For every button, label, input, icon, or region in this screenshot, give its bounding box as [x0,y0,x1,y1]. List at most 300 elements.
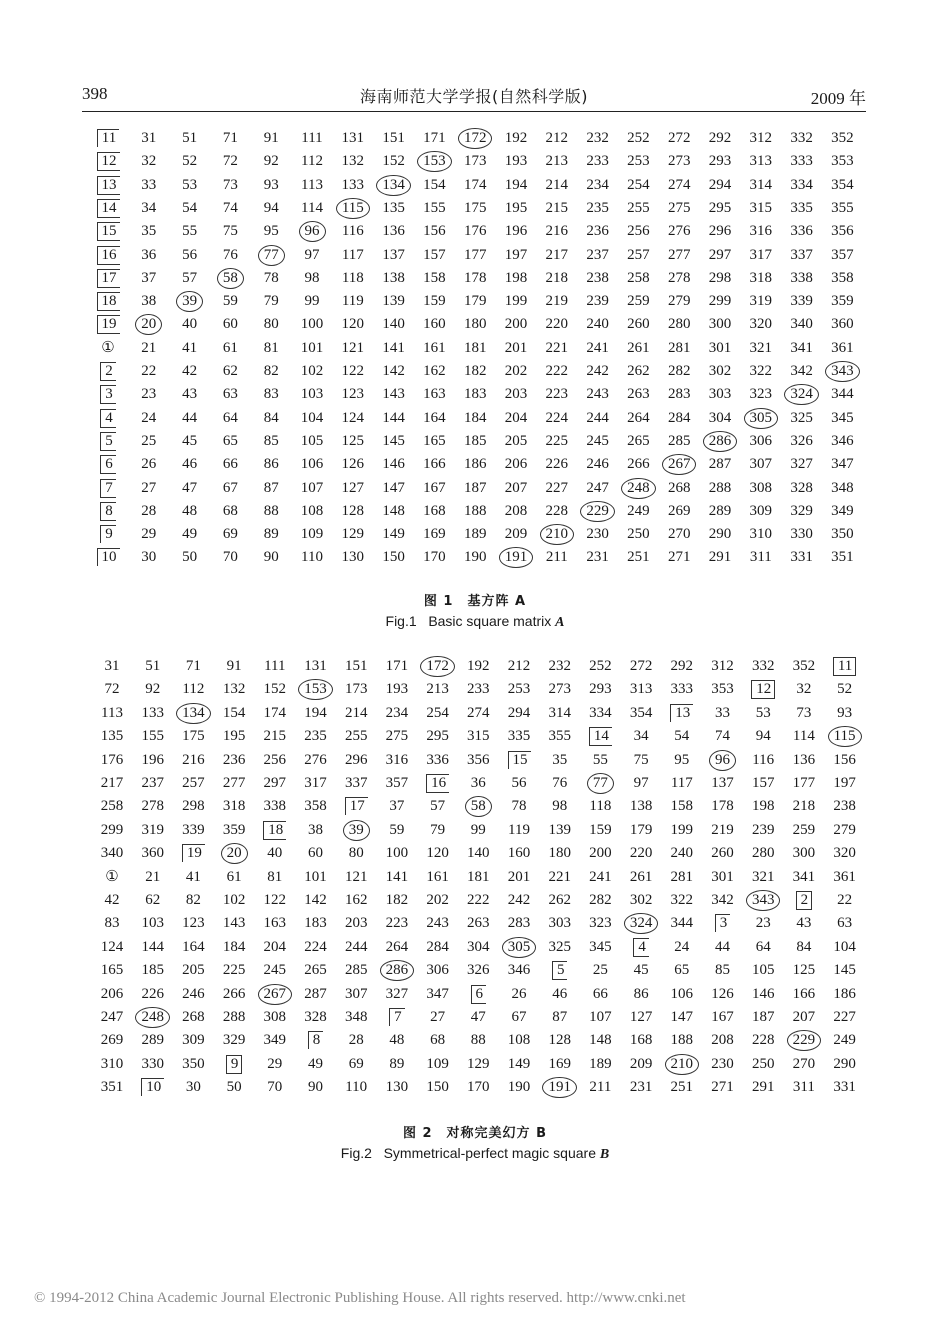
matrix-cell: 294 [507,704,531,721]
matrix-cell: 306 [426,962,449,979]
matrix-cell: 143 [222,915,246,932]
matrix-cell: 115 [331,197,375,219]
matrix-cell: 204 [504,409,528,426]
matrix-cell: 3 [86,383,130,405]
matrix-cell: 335 [790,199,813,216]
matrix-cell: 114 [792,728,815,745]
matrix-cell: 91 [263,130,279,146]
matrix-cell: 106 [300,456,324,473]
matrix-cell: 66 [592,985,608,1002]
matrix-cell: 36 [470,775,486,791]
matrix-cell: 136 [792,751,816,768]
matrix-cell: 96 [701,749,745,771]
matrix-cell: 222 [545,363,569,379]
matrix-cell: 269 [100,1032,124,1049]
matrix-cell: 123 [182,915,205,932]
matrix-cell: 294 [708,176,732,193]
matrix-cell: 34 [141,199,157,216]
matrix-cell: 278 [667,269,691,286]
matrix-cell: 111 [301,130,323,146]
matrix-cell: 78 [263,269,279,286]
matrix-cell: 319 [141,821,164,838]
matrix-cell: 129 [341,526,365,543]
matrix-cell: 29 [267,1055,283,1072]
matrix-cell: 226 [545,456,569,473]
matrix-cell: 157 [423,246,446,263]
matrix-cell: 207 [504,479,528,496]
matrix-cell: 61 [222,339,238,356]
matrix-cell: 354 [629,704,653,721]
matrix-cell: 151 [382,130,405,146]
matrix-cell: 72 [104,681,120,698]
matrix-cell: 361 [833,868,856,885]
matrix-cell: 31 [141,130,157,146]
matrix-cell: 111 [264,658,286,674]
matrix-cell: 38 [308,821,323,838]
matrix-cell: 127 [341,479,365,496]
matrix-cell: 22 [837,892,853,908]
matrix-cell: 6 [456,983,500,1005]
matrix-cell: 341 [790,339,813,356]
matrix-cell: 18 [86,290,130,312]
matrix-cell: 8 [86,500,130,522]
matrix-cell: 9 [86,523,130,545]
matrix-cell: 76 [552,775,568,791]
matrix-cell: 156 [833,751,856,768]
matrix-cell: 178 [711,798,734,815]
matrix-cell: 158 [670,798,694,815]
matrix-cell: 333 [670,681,694,698]
matrix-cell: 16 [416,772,460,794]
matrix-cell: ① [105,868,119,885]
copyright-footer: © 1994-2012 China Academic Journal Electronic Publishing House. All rights reserved. http://www.cnki.net [34,1290,686,1306]
matrix-cell: 343 [741,889,785,911]
matrix-cell: 305 [739,407,783,429]
matrix-cell: 166 [423,456,446,473]
matrix-cell: 40 [182,316,198,333]
matrix-cell: 230 [711,1055,734,1072]
matrix-cell: 210 [535,523,579,545]
matrix-cell: 92 [145,681,161,698]
matrix-cell: 188 [463,502,487,519]
matrix-cell: 49 [308,1055,323,1072]
matrix-cell: 212 [545,130,569,146]
matrix-cell: 5 [86,430,130,452]
matrix-cell: 318 [749,269,773,286]
matrix-cell: 257 [182,775,205,791]
matrix-cell: 81 [263,339,279,356]
matrix-cell: 7 [86,477,130,499]
matrix-cell: 124 [100,938,124,955]
matrix-cell: 323 [749,386,773,403]
matrix-cell: 227 [833,1009,856,1025]
matrix-cell: 108 [300,502,324,519]
matrix-cell: 353 [831,153,854,170]
matrix-cell: 305 [497,936,541,958]
matrix-cell: 176 [463,223,487,240]
matrix-cell: 233 [467,681,490,698]
matrix-cell: 154 [222,704,246,721]
matrix-cell: 264 [627,409,650,426]
matrix-cell: 160 [507,845,531,862]
matrix-cell: 146 [751,985,775,1002]
matrix-cell: 344 [670,915,694,932]
matrix-cell: 64 [222,409,238,426]
matrix-cell: 14 [86,197,130,219]
matrix-cell: 191 [538,1076,582,1098]
matrix-cell: 44 [182,409,198,426]
matrix-cell: 145 [382,432,405,449]
matrix-cell: 106 [670,985,694,1002]
matrix-cell: 108 [507,1032,531,1049]
matrix-cell: 352 [792,658,816,674]
matrix-cell: 281 [670,868,694,885]
matrix-cell: 69 [348,1055,364,1072]
matrix-cell: 160 [423,316,446,333]
matrix-cell: 174 [463,176,487,193]
matrix-cell: 117 [670,775,693,791]
matrix-cell: 196 [504,223,528,240]
matrix-cell: 12 [86,150,130,172]
matrix-cell: 53 [755,704,771,721]
matrix-cell: 187 [751,1009,775,1025]
matrix-cell: 109 [300,526,324,543]
matrix-cell: 51 [182,130,198,146]
matrix-cell: 219 [711,821,734,838]
matrix-cell: 297 [708,246,732,263]
matrix-cell: 308 [263,1009,287,1025]
matrix-cell: 220 [629,845,653,862]
matrix-cell: 258 [100,798,124,815]
matrix-cell: 3 [701,912,745,934]
matrix-cell: 321 [749,339,773,356]
matrix-cell: 140 [467,845,490,862]
matrix-cell: 149 [382,526,405,543]
matrix-cell: 144 [141,938,164,955]
matrix-cell: 279 [667,293,691,310]
matrix-cell: 132 [222,681,246,698]
matrix-cell: 39 [168,290,212,312]
matrix-cell: 114 [301,199,323,216]
matrix-cell: 208 [504,502,528,519]
matrix-cell: 235 [586,199,609,216]
matrix-cell: 339 [182,821,205,838]
matrix-cell: 198 [751,798,775,815]
matrix-cell: 289 [141,1032,164,1049]
matrix-cell: 334 [790,176,813,193]
matrix-cell: 275 [667,199,691,216]
matrix-cell: 236 [586,223,609,240]
matrix-cell: 322 [670,892,694,908]
matrix-cell: 93 [837,704,853,721]
matrix-cell: 149 [507,1055,531,1072]
figure2-caption-symbol: B [599,1147,610,1162]
matrix-cell: 133 [341,176,365,193]
matrix-cell: 336 [426,751,449,768]
matrix-cell: 254 [426,704,449,721]
matrix-cell: 293 [708,153,732,170]
matrix-cell: 61 [226,868,242,885]
matrix-cell: 320 [833,845,856,862]
matrix-cell: 119 [508,821,530,838]
matrix-cell: 33 [141,176,157,193]
matrix-cell: 260 [627,316,650,333]
matrix-cell: 232 [586,130,609,146]
matrix-cell: 180 [548,845,571,862]
matrix-cell: 152 [263,681,287,698]
matrix-cell: 188 [670,1032,694,1049]
matrix-cell: 209 [629,1055,653,1072]
matrix-cell: 167 [711,1009,734,1025]
matrix-cell: 84 [263,409,279,426]
matrix-cell: ① [101,339,115,356]
matrix-cell: 214 [545,176,569,193]
matrix-cell: 83 [263,386,279,403]
matrix-cell: 282 [589,892,612,908]
matrix-cell: 270 [792,1055,816,1072]
matrix-cell: 104 [300,409,324,426]
matrix-cell: 286 [698,430,742,452]
matrix-cell: 277 [667,246,691,263]
matrix-cell: 350 [182,1055,205,1072]
matrix-cell: 126 [341,456,365,473]
matrix-cell: 46 [182,456,198,473]
matrix-cell: 20 [212,842,256,864]
matrix-cell: 242 [586,363,609,379]
matrix-cell: 7 [375,1006,419,1028]
matrix-cell: 297 [263,775,287,791]
matrix-cell: 322 [749,363,773,379]
matrix-cell: 228 [545,502,569,519]
matrix-cell: 197 [833,775,856,791]
matrix-cell: 251 [670,1079,694,1096]
matrix-cell: 301 [708,339,732,356]
matrix-cell: 39 [334,819,378,841]
matrix-cell: 58 [456,795,500,817]
matrix-cell: 272 [629,658,653,674]
matrix-cell: 288 [708,479,732,496]
matrix-cell: 147 [670,1009,694,1025]
matrix-cell: 155 [141,728,164,745]
matrix-cell: 70 [267,1079,283,1096]
figure2-caption-en [0,1145,950,1163]
matrix-cell: 287 [708,456,732,473]
matrix-cell: 240 [586,316,609,333]
matrix-cell: 244 [344,938,368,955]
header-rule [82,111,866,112]
matrix-cell: 59 [389,821,405,838]
matrix-cell: 165 [100,962,124,979]
matrix-cell: 280 [667,316,691,333]
matrix-cell: 175 [182,728,205,745]
matrix-cell: 296 [708,223,732,240]
matrix-cell: 26 [141,456,157,473]
matrix-cell: 107 [300,479,324,496]
matrix-cell: 131 [341,130,365,146]
matrix-cell: 356 [831,223,854,240]
matrix-cell: 253 [507,681,531,698]
matrix-cell: 250 [751,1055,775,1072]
matrix-cell: 13 [660,702,704,724]
matrix-cell: 231 [629,1079,653,1096]
matrix-cell: 358 [304,798,327,815]
matrix-cell: 194 [304,704,327,721]
matrix-cell: 205 [182,962,205,979]
matrix-cell: 256 [627,223,650,240]
matrix-cell: 37 [389,798,405,815]
matrix-cell: 17 [86,267,130,289]
matrix-cell: 310 [100,1055,124,1072]
matrix-cell: 169 [548,1055,571,1072]
matrix-cell: 288 [222,1009,246,1025]
matrix-cell: 191 [494,546,538,568]
figure2-caption-label: Fig.2 [340,1145,372,1161]
matrix-cell: 346 [831,432,854,449]
matrix-cell: 225 [545,432,569,449]
matrix-cell: 54 [674,728,690,745]
matrix-cell: 184 [222,938,246,955]
matrix-cell: 272 [667,130,691,146]
matrix-cell: 314 [548,704,571,721]
matrix-cell: 153 [294,678,338,700]
matrix-cell: 172 [416,655,460,677]
matrix-cell: 77 [249,244,293,266]
matrix-cell: 68 [430,1032,446,1049]
matrix-cell: 110 [301,549,323,566]
matrix-cell: 226 [141,985,164,1002]
matrix-cell: 23 [755,915,771,932]
matrix-cell: 121 [344,868,368,885]
matrix-cell: 88 [263,502,279,519]
matrix-cell: 139 [548,821,571,838]
matrix-cell: 59 [222,293,238,310]
matrix-cell: 324 [619,912,663,934]
matrix-cell: 198 [504,269,528,286]
matrix-cell: 213 [426,681,449,698]
matrix-cell: 271 [711,1079,734,1096]
matrix-cell: 255 [627,199,650,216]
matrix-cell: 74 [715,728,730,745]
matrix-cell: 139 [382,293,405,310]
matrix-cell: 67 [511,1009,527,1025]
matrix-cell: 345 [589,938,612,955]
matrix-cell: 216 [545,223,569,240]
matrix-cell: 299 [100,821,124,838]
matrix-cell: 277 [222,775,246,791]
matrix-cell: 162 [344,892,368,908]
matrix-cell: 57 [182,269,198,286]
matrix-cell: 154 [423,176,446,193]
matrix-cell: 267 [253,983,297,1005]
matrix-cell: 48 [389,1032,405,1049]
matrix-cell: 239 [586,293,609,310]
matrix-cell: 324 [780,383,824,405]
matrix-cell: 12 [741,678,785,700]
matrix-cell: 266 [222,985,246,1002]
matrix-cell: 204 [263,938,287,955]
matrix-cell: 232 [548,658,571,674]
matrix-cell: 257 [627,246,650,263]
matrix-cell: 179 [629,821,653,838]
matrix-cell: 184 [463,409,487,426]
matrix-cell: 304 [708,409,732,426]
matrix-cell: 28 [141,502,157,519]
matrix-cell: 195 [222,728,246,745]
matrix-cell: 110 [345,1079,368,1096]
matrix-cell: 223 [545,386,569,403]
matrix-cell: 229 [782,1029,826,1051]
matrix-cell: 260 [711,845,734,862]
matrix-cell: 115 [823,725,867,747]
matrix-cell: 245 [263,962,287,979]
figure2-caption-cn: 图 2 对称完美幻方 B [402,1126,547,1141]
matrix-cell: 200 [589,845,612,862]
matrix-cell: 189 [589,1055,612,1072]
matrix-cell: 99 [470,821,486,838]
matrix-cell: 248 [131,1006,175,1028]
matrix-cell: 307 [344,985,368,1002]
matrix-cell: 303 [548,915,571,932]
matrix-cell: 196 [141,751,164,768]
matrix-cell: 21 [145,868,161,885]
matrix-cell: 341 [792,868,816,885]
matrix-cell: 299 [708,293,732,310]
matrix-cell: 25 [141,432,157,449]
matrix-cell: 189 [463,526,487,543]
matrix-cell: 315 [749,199,773,216]
matrix-cell: 237 [586,246,609,263]
matrix-cell: 332 [790,130,813,146]
matrix-cell: 316 [385,751,409,768]
matrix-cell: 4 [86,407,130,429]
matrix-cell: 164 [423,409,446,426]
matrix-cell: 264 [385,938,409,955]
matrix-cell: 187 [463,479,487,496]
matrix-cell: 138 [382,269,405,286]
matrix-cell: 268 [182,1009,205,1025]
matrix-cell: 283 [667,386,691,403]
matrix-cell: 353 [711,681,734,698]
matrix-cell: 203 [344,915,368,932]
matrix-cell: 17 [334,795,378,817]
matrix-cell: 11 [823,655,867,677]
matrix-cell: 359 [831,293,854,310]
matrix-cell: 92 [263,153,279,170]
matrix-cell: 328 [304,1009,327,1025]
matrix-cell: 158 [423,269,446,286]
matrix-cell: 311 [792,1079,815,1096]
matrix-cell: 85 [263,432,279,449]
matrix-cell: 219 [545,293,569,310]
matrix-cell: 245 [586,432,609,449]
matrix-cell: 29 [141,526,157,543]
matrix-cell: 55 [182,223,198,240]
matrix-cell: 249 [833,1032,856,1049]
matrix-cell: 317 [749,246,773,263]
matrix-cell: 270 [667,526,691,543]
matrix-cell: 98 [552,798,568,815]
matrix-cell: 47 [182,479,198,496]
matrix-cell: 206 [504,456,528,473]
matrix-cell: 163 [263,915,287,932]
matrix-cell: 169 [423,526,446,543]
matrix-cell: 43 [182,386,198,403]
matrix-cell: 333 [790,153,813,170]
matrix-cell: 335 [507,728,531,745]
matrix-cell: 82 [263,363,279,379]
matrix-cell: 332 [751,658,775,674]
matrix-cell: 137 [382,246,405,263]
